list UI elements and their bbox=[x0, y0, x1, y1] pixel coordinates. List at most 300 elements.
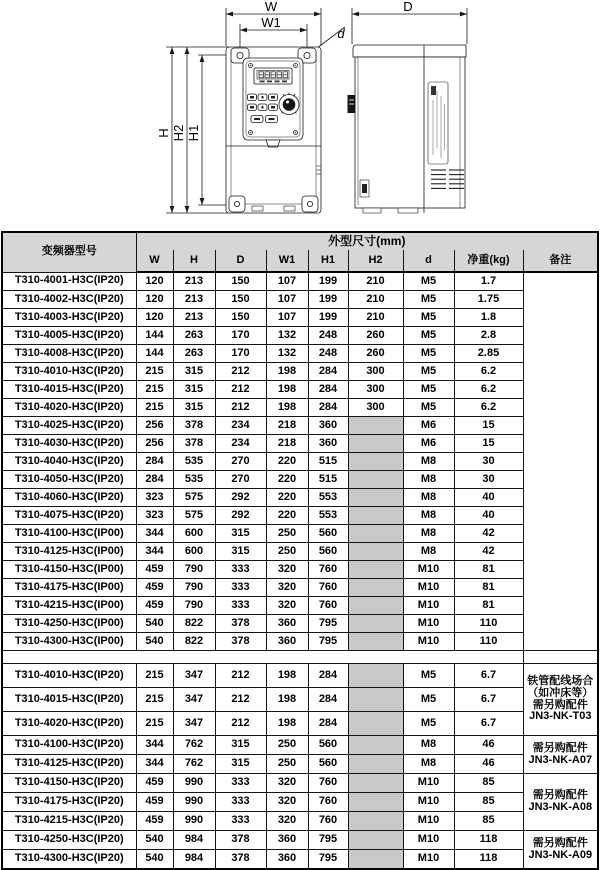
dim-h2-cell: 300 bbox=[348, 363, 403, 381]
dim-h1-cell: 760 bbox=[308, 579, 348, 597]
screw-size-cell: M5 bbox=[403, 291, 454, 309]
dim-w-cell: 215 bbox=[136, 688, 173, 712]
model-cell: T310-4040-H3C(IP20) bbox=[2, 453, 136, 471]
dim-h-cell: 790 bbox=[173, 561, 215, 579]
remark-cell bbox=[523, 831, 598, 870]
dim-h1-cell: 553 bbox=[308, 507, 348, 525]
screw-size-cell: M5 bbox=[403, 345, 454, 363]
dim-h1-cell: 760 bbox=[308, 793, 348, 812]
dim-h2-cell: 260 bbox=[348, 345, 403, 363]
dim-d-cell: 170 bbox=[215, 345, 266, 363]
weight-cell: 6.2 bbox=[454, 363, 523, 381]
dim-d-cell: 150 bbox=[215, 309, 266, 327]
dim-h-cell: 990 bbox=[173, 774, 215, 793]
header-col-6: d bbox=[403, 250, 454, 272]
header-col-2: D bbox=[215, 250, 266, 272]
dim-w1-cell: 220 bbox=[266, 489, 308, 507]
dim-w1-cell: 250 bbox=[266, 755, 308, 774]
model-cell: T310-4020-H3C(IP20) bbox=[2, 399, 136, 417]
dim-w1-cell: 320 bbox=[266, 597, 308, 615]
dim-label-h1: H1 bbox=[186, 124, 201, 142]
screw-size-cell: M5 bbox=[403, 688, 454, 712]
dim-h2-cell bbox=[348, 774, 403, 793]
table-row bbox=[2, 363, 598, 381]
table-row bbox=[2, 507, 598, 525]
model-cell: T310-4175-H3C(IP20) bbox=[2, 793, 136, 812]
dim-h1-cell: 284 bbox=[308, 363, 348, 381]
weight-cell: 118 bbox=[454, 850, 523, 870]
table-row bbox=[2, 345, 598, 363]
model-cell: T310-4001-H3C(IP20) bbox=[2, 272, 136, 291]
dim-h1-cell: 199 bbox=[308, 272, 348, 291]
dim-h2-cell bbox=[348, 525, 403, 543]
screw-size-cell: M6 bbox=[403, 417, 454, 435]
header-col-7: 净重(kg) bbox=[454, 250, 523, 272]
dim-h2-cell bbox=[348, 507, 403, 525]
weight-cell: 42 bbox=[454, 525, 523, 543]
keypad-panel bbox=[243, 58, 303, 147]
model-cell: T310-4150-H3C(IP20) bbox=[2, 774, 136, 793]
dim-h-cell: 263 bbox=[173, 345, 215, 363]
dim-h-cell: 600 bbox=[173, 525, 215, 543]
dim-w1-cell: 198 bbox=[266, 381, 308, 399]
dim-w-cell: 344 bbox=[136, 736, 173, 755]
side-view bbox=[348, 0, 468, 213]
dim-w1-cell: 320 bbox=[266, 561, 308, 579]
table-row bbox=[2, 471, 598, 489]
model-cell: T310-4025-H3C(IP20) bbox=[2, 417, 136, 435]
front-view bbox=[156, 0, 345, 213]
weight-cell: 40 bbox=[454, 507, 523, 525]
dim-w1-cell: 107 bbox=[266, 309, 308, 327]
dim-w-cell: 215 bbox=[136, 363, 173, 381]
remark-line: JN3-NK-A08 bbox=[528, 801, 593, 813]
dim-d-cell: 315 bbox=[215, 736, 266, 755]
weight-cell: 6.2 bbox=[454, 381, 523, 399]
weight-cell: 1.75 bbox=[454, 291, 523, 309]
header-dimensions-group: 外型尺寸(mm) bbox=[136, 232, 598, 250]
dim-w1-cell: 107 bbox=[266, 291, 308, 309]
dim-w-cell: 344 bbox=[136, 525, 173, 543]
weight-cell: 6.2 bbox=[454, 399, 523, 417]
dim-d-cell: 212 bbox=[215, 399, 266, 417]
dim-w1-cell: 218 bbox=[266, 417, 308, 435]
dim-h2-cell: 300 bbox=[348, 381, 403, 399]
dim-w-cell: 323 bbox=[136, 489, 173, 507]
screw-size-cell: M8 bbox=[403, 453, 454, 471]
dim-h-cell: 984 bbox=[173, 850, 215, 870]
dim-h2-cell bbox=[348, 736, 403, 755]
dim-w1-cell: 360 bbox=[266, 633, 308, 651]
dim-h2-cell bbox=[348, 831, 403, 850]
table-row bbox=[2, 561, 598, 579]
dimension-table bbox=[1, 231, 599, 870]
dim-d-cell: 170 bbox=[215, 327, 266, 345]
screw-size-cell: M10 bbox=[403, 850, 454, 870]
header-col-1: H bbox=[173, 250, 215, 272]
table-row bbox=[2, 543, 598, 561]
model-cell: T310-4010-H3C(IP20) bbox=[2, 363, 136, 381]
dim-h1-cell: 284 bbox=[308, 688, 348, 712]
dim-w1-cell: 107 bbox=[266, 272, 308, 291]
weight-cell: 2.85 bbox=[454, 345, 523, 363]
dim-d-cell: 150 bbox=[215, 291, 266, 309]
weight-cell: 42 bbox=[454, 543, 523, 561]
dim-h-cell: 990 bbox=[173, 812, 215, 831]
table-row bbox=[2, 736, 598, 755]
screw-size-cell: M10 bbox=[403, 793, 454, 812]
model-cell: T310-4075-H3C(IP20) bbox=[2, 507, 136, 525]
dim-h2-cell bbox=[348, 471, 403, 489]
dim-h-cell: 822 bbox=[173, 633, 215, 651]
dim-h1-cell: 360 bbox=[308, 435, 348, 453]
weight-cell: 81 bbox=[454, 561, 523, 579]
dim-w1-cell: 220 bbox=[266, 453, 308, 471]
dim-d-cell: 212 bbox=[215, 688, 266, 712]
dim-h1-cell: 560 bbox=[308, 755, 348, 774]
dim-h-cell: 990 bbox=[173, 793, 215, 812]
screw-size-cell: M10 bbox=[403, 812, 454, 831]
dim-h-cell: 378 bbox=[173, 435, 215, 453]
model-cell: T310-4175-H3C(IP00) bbox=[2, 579, 136, 597]
screw-size-cell: M6 bbox=[403, 435, 454, 453]
mounting-tab-bottom-left bbox=[229, 196, 245, 212]
dim-d-cell: 378 bbox=[215, 850, 266, 870]
table-row bbox=[2, 831, 598, 850]
dim-w-cell: 323 bbox=[136, 507, 173, 525]
model-cell: T310-4250-H3C(IP20) bbox=[2, 831, 136, 850]
dim-h-cell: 315 bbox=[173, 399, 215, 417]
dim-h1-cell: 284 bbox=[308, 381, 348, 399]
dim-h2-cell bbox=[348, 615, 403, 633]
screw-size-cell: M10 bbox=[403, 831, 454, 850]
remark-line: 需另购配件 bbox=[532, 741, 588, 754]
header-col-8: 备注 bbox=[523, 250, 598, 272]
screw-size-cell: M10 bbox=[403, 597, 454, 615]
dim-d-cell: 315 bbox=[215, 525, 266, 543]
dim-d-cell: 378 bbox=[215, 633, 266, 651]
dim-w-cell: 540 bbox=[136, 831, 173, 850]
dim-w-cell: 256 bbox=[136, 435, 173, 453]
table-row bbox=[2, 774, 598, 793]
dim-d-cell: 333 bbox=[215, 561, 266, 579]
remark-line: 需另购配件 bbox=[532, 836, 588, 849]
table-row bbox=[2, 453, 598, 471]
model-cell: T310-4003-H3C(IP20) bbox=[2, 309, 136, 327]
dim-w1-cell: 320 bbox=[266, 579, 308, 597]
dim-w1-cell: 218 bbox=[266, 435, 308, 453]
table-row bbox=[2, 272, 598, 291]
dim-d-cell: 212 bbox=[215, 381, 266, 399]
dim-w-cell: 284 bbox=[136, 471, 173, 489]
dim-w-cell: 215 bbox=[136, 712, 173, 736]
dim-w-cell: 120 bbox=[136, 291, 173, 309]
weight-cell: 81 bbox=[454, 579, 523, 597]
dim-w1-cell: 320 bbox=[266, 793, 308, 812]
dim-h2-cell bbox=[348, 597, 403, 615]
dim-h2-cell bbox=[348, 435, 403, 453]
dim-h1-cell: 360 bbox=[308, 417, 348, 435]
screw-size-cell: M10 bbox=[403, 579, 454, 597]
dim-label-h: H bbox=[156, 128, 171, 138]
dim-h1-cell: 284 bbox=[308, 712, 348, 736]
side-top-cap bbox=[353, 45, 466, 57]
dim-h-cell: 378 bbox=[173, 417, 215, 435]
table-row bbox=[2, 489, 598, 507]
table-row bbox=[2, 712, 598, 736]
table-row bbox=[2, 399, 598, 417]
dim-h-cell: 984 bbox=[173, 831, 215, 850]
model-cell: T310-4300-H3C(IP00) bbox=[2, 633, 136, 651]
dim-d-cell: 292 bbox=[215, 489, 266, 507]
dim-label-d: d bbox=[337, 26, 345, 41]
dim-h-cell: 822 bbox=[173, 615, 215, 633]
dim-h2-cell: 300 bbox=[348, 399, 403, 417]
dim-d-cell: 234 bbox=[215, 435, 266, 453]
dim-h1-cell: 760 bbox=[308, 597, 348, 615]
screw-size-cell: M8 bbox=[403, 736, 454, 755]
model-cell: T310-4125-H3C(IP00) bbox=[2, 543, 136, 561]
mounting-tab-bottom-right bbox=[302, 196, 318, 212]
dim-d-cell: 333 bbox=[215, 793, 266, 812]
dim-h1-cell: 248 bbox=[308, 345, 348, 363]
separator-cell bbox=[2, 651, 523, 664]
dim-h1-cell: 515 bbox=[308, 453, 348, 471]
table-row bbox=[2, 755, 598, 774]
model-cell: T310-4010-H3C(IP20) bbox=[2, 664, 136, 688]
weight-cell: 6.7 bbox=[454, 664, 523, 688]
table-row bbox=[2, 688, 598, 712]
dim-h1-cell: 199 bbox=[308, 291, 348, 309]
dim-h-cell: 600 bbox=[173, 543, 215, 561]
dim-h1-cell: 199 bbox=[308, 309, 348, 327]
table-row bbox=[2, 664, 598, 688]
model-cell: T310-4215-H3C(IP00) bbox=[2, 597, 136, 615]
table-row bbox=[2, 291, 598, 309]
screw-size-cell: M5 bbox=[403, 327, 454, 345]
dim-w-cell: 459 bbox=[136, 812, 173, 831]
dim-d-cell: 333 bbox=[215, 774, 266, 793]
dim-h-cell: 762 bbox=[173, 736, 215, 755]
dim-w1-cell: 320 bbox=[266, 812, 308, 831]
table-row bbox=[2, 633, 598, 651]
dim-h-cell: 790 bbox=[173, 579, 215, 597]
dim-h2-cell bbox=[348, 417, 403, 435]
dim-h2-cell: 210 bbox=[348, 309, 403, 327]
dim-h1-cell: 795 bbox=[308, 850, 348, 870]
screw-size-cell: M8 bbox=[403, 471, 454, 489]
weight-cell: 1.8 bbox=[454, 309, 523, 327]
table-row bbox=[2, 579, 598, 597]
screw-size-cell: M10 bbox=[403, 774, 454, 793]
screw-size-cell: M5 bbox=[403, 664, 454, 688]
dim-w-cell: 459 bbox=[136, 774, 173, 793]
dim-h-group bbox=[156, 47, 236, 213]
screw-size-cell: M5 bbox=[403, 363, 454, 381]
dim-d-cell: 150 bbox=[215, 272, 266, 291]
dim-w1-cell: 198 bbox=[266, 363, 308, 381]
remark-line: 需另购配件 bbox=[532, 789, 588, 802]
table-row bbox=[2, 793, 598, 812]
remark-line: 需另购配件 bbox=[532, 698, 588, 711]
dim-h-cell: 263 bbox=[173, 327, 215, 345]
weight-cell: 81 bbox=[454, 597, 523, 615]
dim-h2-cell bbox=[348, 712, 403, 736]
header-col-0: W bbox=[136, 250, 173, 272]
dim-w-cell: 144 bbox=[136, 345, 173, 363]
dim-h1-cell: 760 bbox=[308, 561, 348, 579]
dim-h-cell: 213 bbox=[173, 272, 215, 291]
screw-size-cell: M5 bbox=[403, 272, 454, 291]
dim-h-cell: 315 bbox=[173, 381, 215, 399]
dim-h1-cell: 560 bbox=[308, 525, 348, 543]
dim-h2-cell bbox=[348, 453, 403, 471]
screw-size-cell: M10 bbox=[403, 633, 454, 651]
dim-w1-cell: 250 bbox=[266, 525, 308, 543]
remark-cell bbox=[523, 664, 598, 736]
dim-w-cell: 459 bbox=[136, 579, 173, 597]
dim-w-cell: 540 bbox=[136, 615, 173, 633]
weight-cell: 1.7 bbox=[454, 272, 523, 291]
dim-h1-cell: 560 bbox=[308, 736, 348, 755]
remark-cell-empty bbox=[523, 272, 598, 651]
weight-cell: 30 bbox=[454, 471, 523, 489]
dim-h-cell: 535 bbox=[173, 453, 215, 471]
dim-d-cell: 270 bbox=[215, 453, 266, 471]
dim-d-cell: 378 bbox=[215, 615, 266, 633]
separator-row bbox=[2, 651, 598, 664]
dim-w-cell: 120 bbox=[136, 272, 173, 291]
dim-label-depth: D bbox=[403, 0, 413, 14]
dim-h-cell: 575 bbox=[173, 489, 215, 507]
dim-w-cell: 540 bbox=[136, 633, 173, 651]
table-row bbox=[2, 525, 598, 543]
dim-d-cell: 292 bbox=[215, 507, 266, 525]
dim-w1-cell: 360 bbox=[266, 850, 308, 870]
dim-h-cell: 213 bbox=[173, 291, 215, 309]
table-row bbox=[2, 597, 598, 615]
dim-w1-cell: 220 bbox=[266, 507, 308, 525]
screw-size-cell: M8 bbox=[403, 755, 454, 774]
dim-w1-cell: 360 bbox=[266, 831, 308, 850]
model-cell: T310-4015-H3C(IP20) bbox=[2, 381, 136, 399]
remark-cell bbox=[523, 774, 598, 831]
weight-cell: 46 bbox=[454, 736, 523, 755]
dim-w1 bbox=[240, 15, 307, 50]
dim-h1-cell: 515 bbox=[308, 471, 348, 489]
screw-size-cell: M8 bbox=[403, 507, 454, 525]
dim-w-cell: 540 bbox=[136, 850, 173, 870]
header-col-5: H2 bbox=[348, 250, 403, 272]
model-cell: T310-4125-H3C(IP20) bbox=[2, 755, 136, 774]
dim-h-cell: 535 bbox=[173, 471, 215, 489]
weight-cell: 118 bbox=[454, 831, 523, 850]
dim-h2-cell bbox=[348, 633, 403, 651]
model-cell: T310-4015-H3C(IP20) bbox=[2, 688, 136, 712]
dim-w-cell: 215 bbox=[136, 664, 173, 688]
screw-size-cell: M5 bbox=[403, 712, 454, 736]
table-row bbox=[2, 381, 598, 399]
dim-d-cell: 234 bbox=[215, 417, 266, 435]
dim-d-cell: 270 bbox=[215, 471, 266, 489]
weight-cell: 6.7 bbox=[454, 712, 523, 736]
dim-h1-cell: 284 bbox=[308, 664, 348, 688]
dim-h2-cell: 210 bbox=[348, 291, 403, 309]
dim-h-cell: 575 bbox=[173, 507, 215, 525]
weight-cell: 85 bbox=[454, 812, 523, 831]
dim-w1-cell: 198 bbox=[266, 664, 308, 688]
dim-h2-cell bbox=[348, 755, 403, 774]
header-model: 变频器型号 bbox=[2, 232, 136, 272]
dim-w1-cell: 198 bbox=[266, 712, 308, 736]
dim-h1-cell: 795 bbox=[308, 831, 348, 850]
model-cell: T310-4008-H3C(IP20) bbox=[2, 345, 136, 363]
dim-h2-cell bbox=[348, 543, 403, 561]
dim-h-cell: 347 bbox=[173, 712, 215, 736]
screw-size-cell: M5 bbox=[403, 399, 454, 417]
model-cell: T310-4002-H3C(IP20) bbox=[2, 291, 136, 309]
dim-d-cell: 212 bbox=[215, 712, 266, 736]
weight-cell: 85 bbox=[454, 774, 523, 793]
dim-label-w: W bbox=[264, 0, 278, 14]
dim-w-cell: 459 bbox=[136, 597, 173, 615]
dim-w-cell: 215 bbox=[136, 399, 173, 417]
side-body bbox=[355, 57, 465, 208]
dim-depth bbox=[352, 0, 467, 44]
model-cell: T310-4100-H3C(IP20) bbox=[2, 736, 136, 755]
dim-w-cell: 144 bbox=[136, 327, 173, 345]
remark-line: JN3-NK-T03 bbox=[529, 710, 592, 723]
dim-h1-cell: 284 bbox=[308, 399, 348, 417]
weight-cell: 110 bbox=[454, 615, 523, 633]
dim-label-h2: H2 bbox=[171, 124, 186, 142]
separator-remark-cell bbox=[523, 651, 598, 664]
dim-w1-cell: 198 bbox=[266, 688, 308, 712]
dim-h1-cell: 760 bbox=[308, 812, 348, 831]
screw-size-cell: M8 bbox=[403, 489, 454, 507]
model-cell: T310-4030-H3C(IP20) bbox=[2, 435, 136, 453]
remark-line: 铁管配线场合 bbox=[527, 675, 594, 688]
dim-h2-cell bbox=[348, 489, 403, 507]
dim-h-cell: 347 bbox=[173, 688, 215, 712]
screw-size-cell: M8 bbox=[403, 543, 454, 561]
dim-h1-cell: 248 bbox=[308, 327, 348, 345]
weight-cell: 30 bbox=[454, 453, 523, 471]
dim-h1-cell: 553 bbox=[308, 489, 348, 507]
dim-d-cell: 333 bbox=[215, 579, 266, 597]
weight-cell: 85 bbox=[454, 793, 523, 812]
dim-w-cell: 344 bbox=[136, 543, 173, 561]
table-row bbox=[2, 615, 598, 633]
weight-cell: 6.7 bbox=[454, 688, 523, 712]
dim-label-w1: W1 bbox=[261, 15, 281, 30]
table-row bbox=[2, 309, 598, 327]
dim-w1-cell: 360 bbox=[266, 615, 308, 633]
dim-w-cell: 459 bbox=[136, 793, 173, 812]
dim-d-cell: 378 bbox=[215, 831, 266, 850]
dim-h1-cell: 760 bbox=[308, 774, 348, 793]
dim-d-cell: 315 bbox=[215, 543, 266, 561]
dim-w1-cell: 250 bbox=[266, 736, 308, 755]
dim-h2-cell: 260 bbox=[348, 327, 403, 345]
dim-w-cell: 120 bbox=[136, 309, 173, 327]
remark-cell bbox=[523, 736, 598, 774]
dimension-drawing bbox=[0, 0, 600, 231]
dim-w-cell: 284 bbox=[136, 453, 173, 471]
model-cell: T310-4300-H3C(IP20) bbox=[2, 850, 136, 870]
dim-d-cell: 333 bbox=[215, 597, 266, 615]
dim-w1-cell: 132 bbox=[266, 345, 308, 363]
